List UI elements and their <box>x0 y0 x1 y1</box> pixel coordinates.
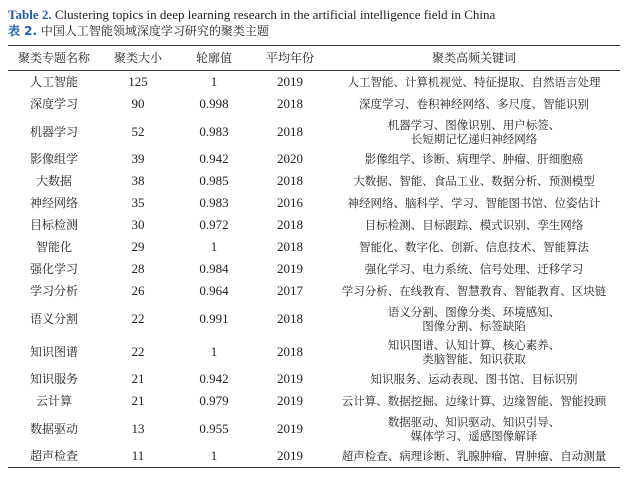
cell-silhouette: 0.955 <box>199 420 229 436</box>
cell-cluster-size: 29 <box>131 239 145 254</box>
cell-topic-name: 目标检测 <box>29 218 78 232</box>
cell-topic-name: 云计算 <box>35 394 72 408</box>
header-mean-year: 平均年份 <box>252 46 328 71</box>
cell-topic-name: 人工智能 <box>29 75 78 89</box>
cell-mean-year: 2018 <box>277 310 303 326</box>
cell-keywords <box>328 148 620 170</box>
table-row <box>8 93 620 115</box>
caption-chinese-label: 表 2. <box>8 24 38 38</box>
cell-keywords <box>328 93 620 115</box>
table-row <box>8 236 620 258</box>
keyword-line: 机器学习、图像识别、用户标签、 <box>387 117 561 132</box>
cell-silhouette: 1 <box>210 343 218 359</box>
table-body <box>8 71 620 468</box>
cell-topic-name: 大数据 <box>35 174 72 188</box>
cell-topic-name: 知识服务 <box>29 372 78 386</box>
cell-silhouette: 0.942 <box>199 151 229 166</box>
cell-silhouette: 1 <box>210 74 218 89</box>
table-row <box>8 214 620 236</box>
cell-silhouette: 0.942 <box>199 371 229 386</box>
cell-topic-name: 数据驱动 <box>29 421 78 436</box>
cell-topic-name: 神经网络 <box>29 196 78 210</box>
table-row <box>8 192 620 214</box>
keyword-line: 目标检测、目标跟踪、模式识别、孪生网络 <box>364 218 584 232</box>
table-row <box>8 71 620 94</box>
cell-silhouette: 0.972 <box>199 217 229 232</box>
keyword-line: 神经网络、脑科学、学习、智能图书馆、位姿估计 <box>347 196 601 210</box>
cell-mean-year: 2019 <box>277 371 303 386</box>
cell-silhouette: 1 <box>210 239 218 254</box>
cell-topic-name: 强化学习 <box>29 262 78 276</box>
keyword-line: 知识图谱、认知计算、核心素养、 <box>387 337 561 352</box>
keyword-line: 类脑智能、知识获取 <box>422 351 526 366</box>
cell-mean-year: 2019 <box>277 74 303 89</box>
cell-keywords <box>328 280 620 302</box>
table-row <box>8 115 620 148</box>
cell-mean-year: 2019 <box>252 445 328 468</box>
cell-topic-name: 学习分析 <box>29 284 78 298</box>
cell-keywords <box>328 258 620 280</box>
cell-topic-name: 深度学习 <box>29 97 78 111</box>
caption-chinese-text: 中国人工智能领域深度学习研究的聚类主题 <box>40 24 269 38</box>
keyword-line: 人工智能、计算机视觉、特征提取、自然语言处理 <box>347 75 601 89</box>
caption-english-label: Table 2. <box>8 7 52 22</box>
keyword-line: 云计算、数据挖掘、边缘计算、边缘智能、智能投顾 <box>341 394 607 408</box>
cell-cluster-size: 11 <box>100 445 176 468</box>
table-row <box>8 445 620 468</box>
cell-topic-name: 超声检查 <box>8 445 100 468</box>
cell-keywords <box>328 115 620 148</box>
cell-keywords <box>328 412 620 445</box>
cell-cluster-size: 26 <box>131 283 145 298</box>
cell-topic-name: 影像组学 <box>29 152 78 166</box>
cell-keywords <box>328 214 620 236</box>
cell-silhouette: 0.984 <box>199 261 229 276</box>
cell-mean-year: 2020 <box>277 151 303 166</box>
keyword-line: 知识服务、运动表现、图书馆、目标识别 <box>370 372 578 386</box>
cell-silhouette: 0.998 <box>199 96 229 111</box>
caption-chinese <box>8 24 269 38</box>
cell-keywords <box>328 236 620 258</box>
table-header-row <box>8 46 620 71</box>
keyword-line: 大数据、智能、食品工业、数据分析、预测模型 <box>353 174 595 188</box>
header-cluster-size: 聚类大小 <box>100 46 176 71</box>
header-topic-name: 聚类专题名称 <box>8 46 100 71</box>
cell-topic-name: 知识图谱 <box>29 344 78 359</box>
cell-mean-year: 2019 <box>277 393 303 408</box>
cell-cluster-size: 22 <box>131 343 145 359</box>
cell-topic-name: 机器学习 <box>29 124 78 139</box>
keyword-line: 学习分析、在线教育、智慧教育、智能教育、区块链 <box>341 284 607 298</box>
cell-cluster-size: 38 <box>131 173 145 188</box>
keyword-line: 智能化、数字化、创新、信息技术、智能算法 <box>359 240 589 254</box>
table-row <box>8 368 620 390</box>
table-row <box>8 280 620 302</box>
caption-english-text: Clustering topics in deep learning research in the artificial intelligence field in China <box>54 7 496 22</box>
cell-keywords <box>328 71 620 94</box>
cell-silhouette: 0.985 <box>199 173 229 188</box>
cell-keywords <box>328 302 620 335</box>
cell-mean-year: 2017 <box>277 283 303 298</box>
keyword-line: 媒体学习、遥感图像解译 <box>410 428 538 443</box>
table-row <box>8 258 620 280</box>
cell-keywords <box>328 170 620 192</box>
cell-cluster-size: 21 <box>131 393 145 408</box>
table-row <box>8 302 620 335</box>
cell-cluster-size: 22 <box>131 310 145 326</box>
cell-silhouette: 0.991 <box>199 310 229 326</box>
cell-cluster-size: 125 <box>128 74 148 89</box>
cell-keywords <box>328 368 620 390</box>
header-silhouette: 轮廓值 <box>176 46 252 71</box>
cell-mean-year: 2019 <box>277 261 303 276</box>
cluster-table <box>8 45 620 468</box>
cell-cluster-size: 39 <box>131 151 145 166</box>
cell-cluster-size: 35 <box>131 195 145 210</box>
cell-mean-year: 2018 <box>277 123 303 139</box>
cell-topic-name: 语义分割 <box>29 311 78 326</box>
table-row <box>8 390 620 412</box>
cell-cluster-size: 28 <box>131 261 145 276</box>
table-row <box>8 148 620 170</box>
keyword-line: 强化学习、电力系统、信号处理、迁移学习 <box>364 262 584 276</box>
keyword-line: 数据驱动、知识驱动、知识引导、 <box>387 414 561 429</box>
cell-mean-year: 2018 <box>277 217 303 232</box>
cell-cluster-size: 90 <box>131 96 145 111</box>
cell-keywords <box>328 192 620 214</box>
cell-cluster-size: 52 <box>131 123 145 139</box>
cell-keywords <box>328 335 620 368</box>
cell-keywords <box>328 445 620 468</box>
cell-cluster-size: 13 <box>131 420 145 436</box>
cell-silhouette: 0.983 <box>199 195 229 210</box>
cell-mean-year: 2016 <box>277 195 303 210</box>
keyword-line: 图像分割、标签缺陷 <box>422 318 526 333</box>
cell-silhouette: 1 <box>176 445 252 468</box>
cell-silhouette: 0.964 <box>199 283 229 298</box>
keyword-line: 长短期记忆递归神经网络 <box>410 131 538 146</box>
keyword-line: 超声检查、病理诊断、乳腺肿瘤、胃肿瘤、自动测量 <box>341 449 607 463</box>
keyword-line: 语义分割、图像分类、环境感知、 <box>387 304 561 319</box>
cell-mean-year: 2018 <box>277 343 303 359</box>
keyword-line: 深度学习、卷积神经网络、多尺度、智能识别 <box>359 97 589 111</box>
table-row <box>8 335 620 368</box>
caption-english <box>8 8 495 22</box>
cell-cluster-size: 30 <box>131 217 145 232</box>
table-row <box>8 412 620 445</box>
cell-mean-year: 2019 <box>277 420 303 436</box>
cell-keywords <box>328 390 620 412</box>
keyword-line: 影像组学、诊断、病理学、肿瘤、肝细胞癌 <box>364 152 584 166</box>
cell-cluster-size: 21 <box>131 371 145 386</box>
cell-topic-name: 智能化 <box>35 240 72 254</box>
cell-silhouette: 0.983 <box>199 123 229 139</box>
table-row <box>8 170 620 192</box>
cell-mean-year: 2018 <box>277 173 303 188</box>
cell-mean-year: 2018 <box>277 96 303 111</box>
cell-mean-year: 2018 <box>277 239 303 254</box>
header-keywords: 聚类高频关键词 <box>328 46 620 71</box>
cell-silhouette: 0.979 <box>199 393 229 408</box>
